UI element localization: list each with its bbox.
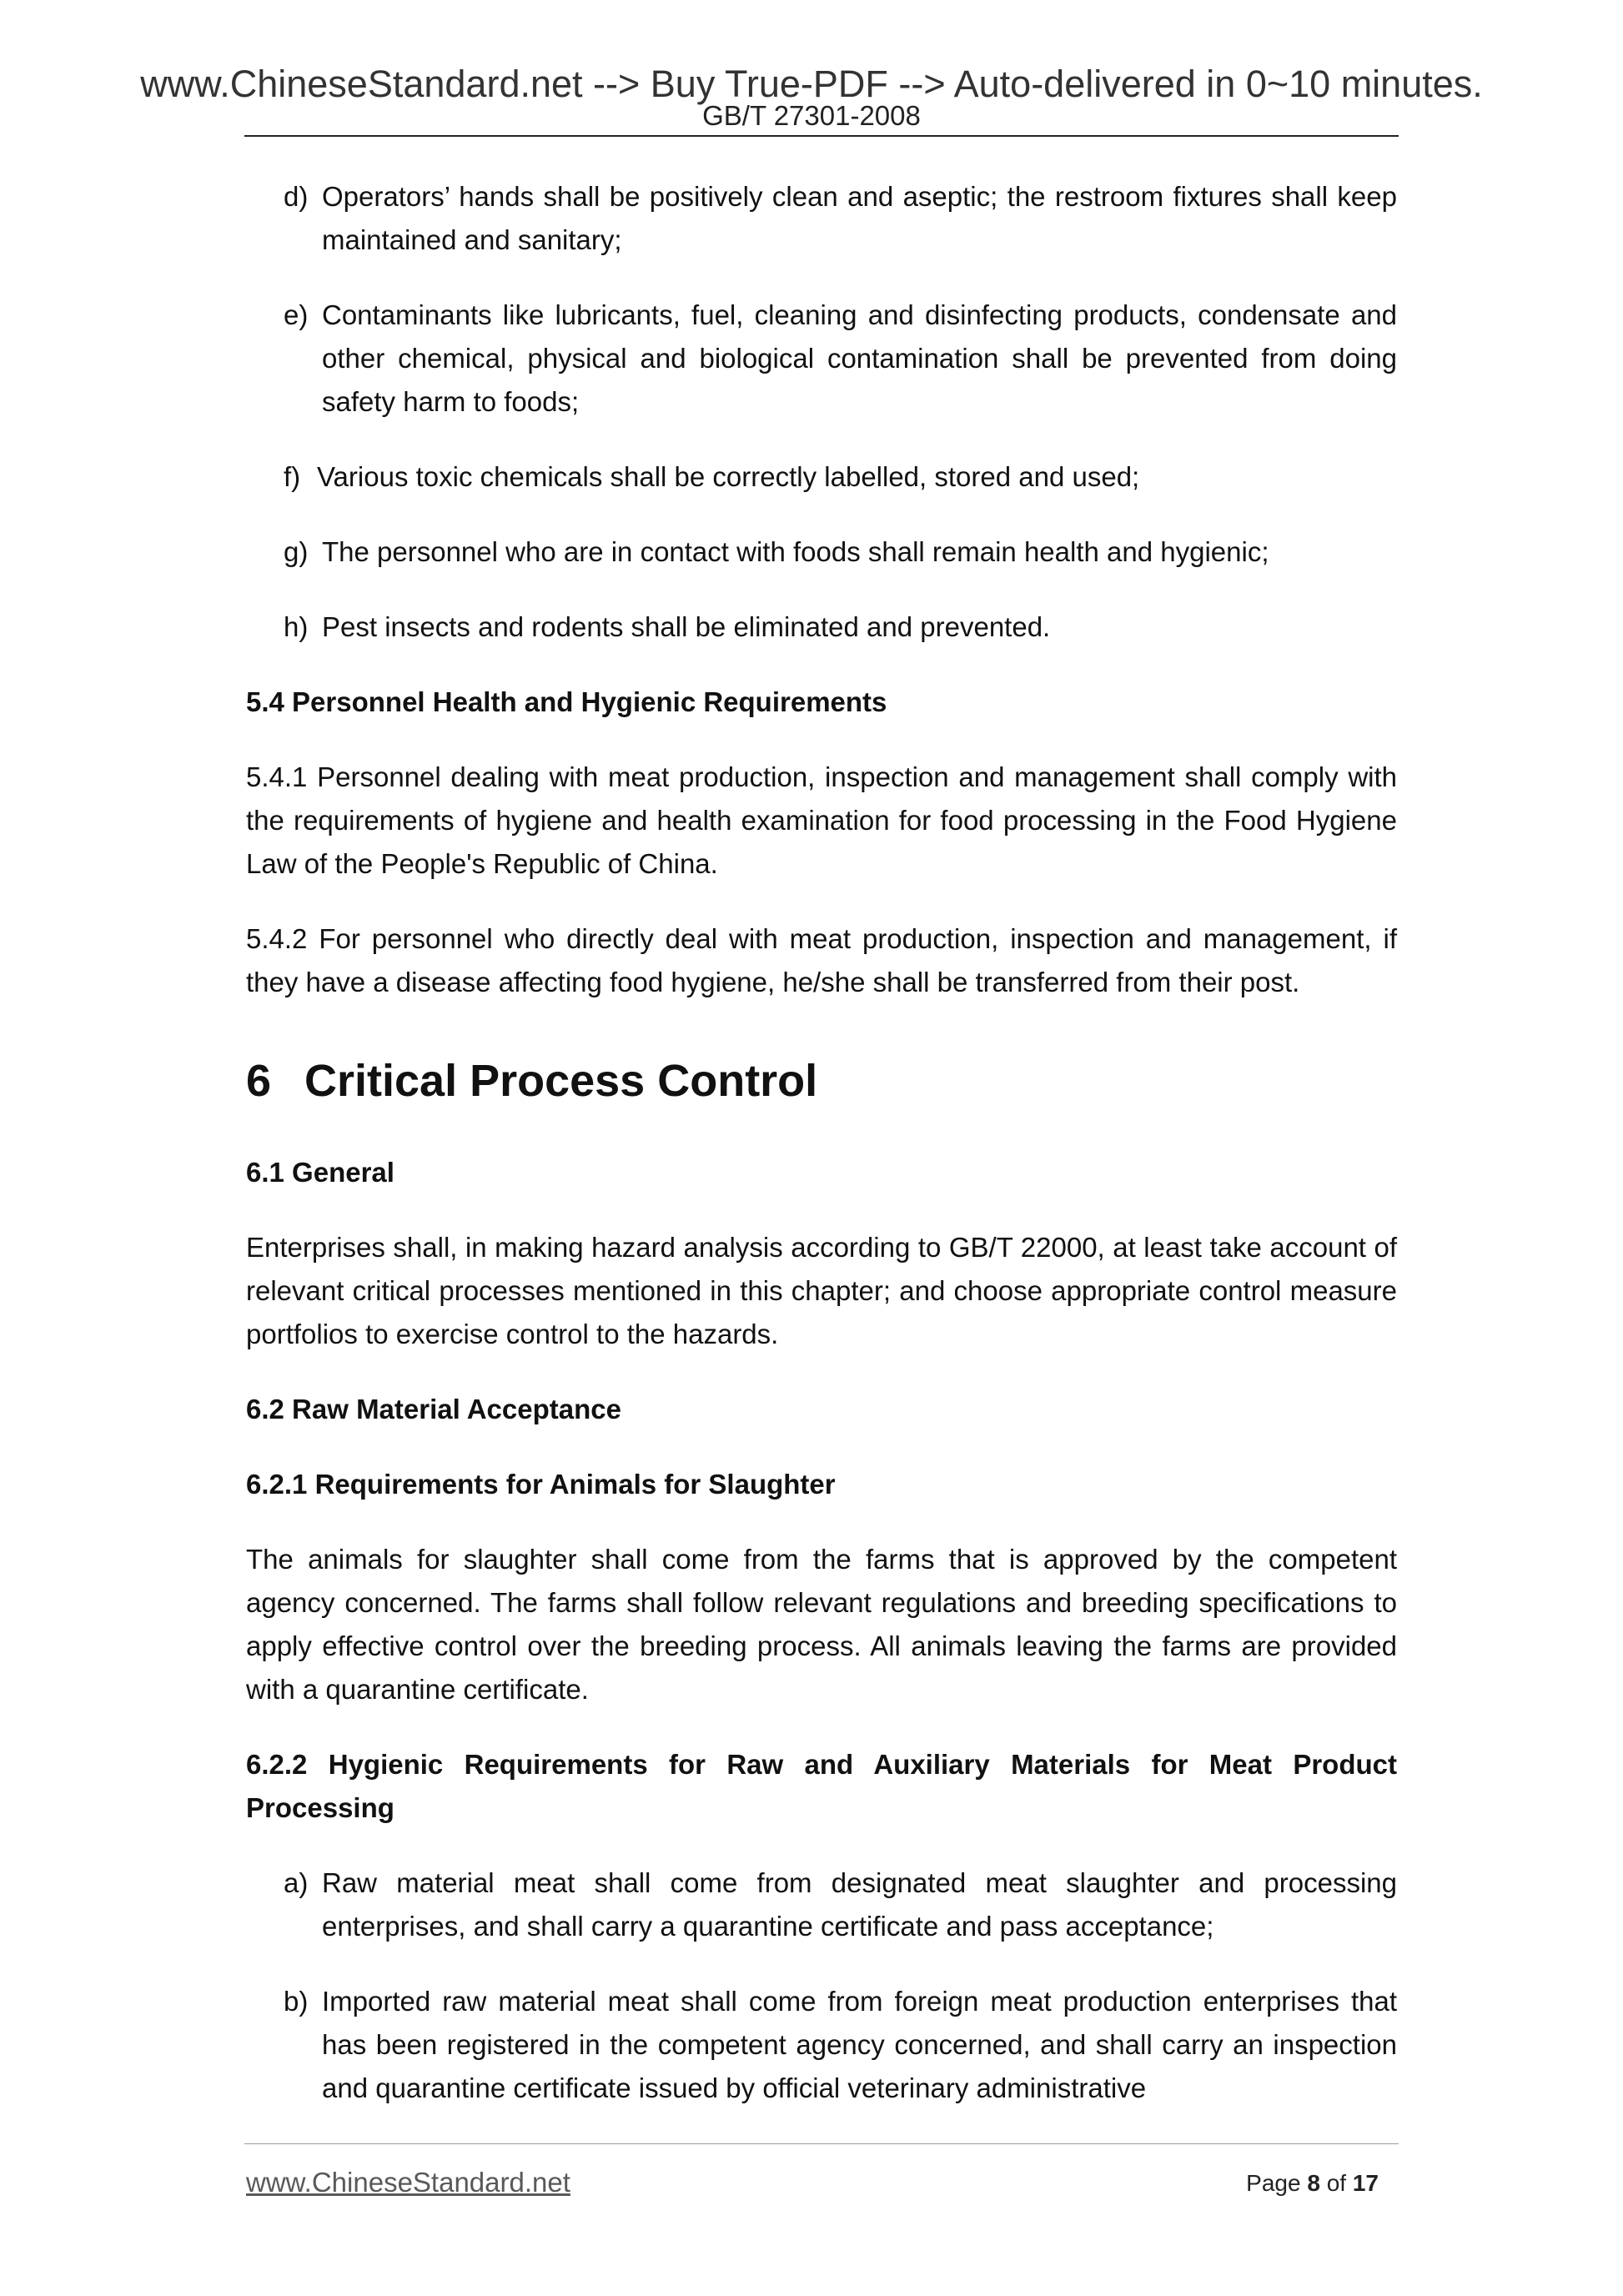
- footer-divider: [244, 2143, 1399, 2144]
- page-current: 8: [1307, 2170, 1320, 2196]
- page-content: [246, 175, 1397, 2142]
- subsection-heading-6-2-2: 6.2.2 Hygienic Requirements for Raw and Auxiliary Materials for Meat Product Processing: [246, 1749, 1397, 1823]
- list-marker: d): [284, 181, 309, 212]
- subsection-heading-6-2-1: 6.2.1 Requirements for Animals for Slaughter: [246, 1469, 836, 1500]
- list-item: [284, 1980, 1397, 2110]
- clause-5-4-1: 5.4.1 Personnel dealing with meat production, inspection and management shall comply with the requirements of hygiene and health examination for food processing in the Food Hygiene Law of the People's Republic of China.: [246, 761, 1397, 879]
- list-item: [284, 530, 1397, 574]
- list-marker: g): [284, 536, 309, 567]
- header-divider: [244, 135, 1399, 137]
- chapter-number: 6: [246, 1056, 272, 1106]
- site-banner[interactable]: www.ChineseStandard.net --> Buy True-PDF --> Auto-delivered in 0~10 minutes.: [140, 63, 1483, 105]
- list-text: The personnel who are in contact with foods shall remain health and hygienic;: [322, 536, 1269, 567]
- list-marker: f): [284, 461, 301, 492]
- list-marker: a): [284, 1867, 309, 1898]
- list-item: [284, 455, 1397, 499]
- list-marker: h): [284, 611, 309, 642]
- clause-5-4-2: 5.4.2 For personnel who directly deal with meat production, inspection and management, if they have a disease affecting food hygiene, he/she shall be transferred from their post.: [246, 923, 1397, 997]
- list-marker: e): [284, 299, 309, 330]
- page-of: of: [1326, 2170, 1347, 2196]
- document-number: GB/T 27301-2008: [702, 100, 921, 131]
- list-text: Various toxic chemicals shall be correctly labelled, stored and used;: [317, 461, 1140, 492]
- section-heading-6-2: 6.2 Raw Material Acceptance: [246, 1394, 621, 1424]
- section-6-1-text: Enterprises shall, in making hazard analysis according to GB/T 22000, at least take account of relevant critical processes mentioned in this chapter; and choose appropriate control measure portfolios to exercise control to the hazards.: [246, 1232, 1397, 1349]
- footer-site-link[interactable]: www.ChineseStandard.net: [246, 2167, 570, 2198]
- page-label: Page: [1246, 2170, 1301, 2196]
- page-indicator: [1246, 2172, 1379, 2195]
- section-heading-6-1: 6.1 General: [246, 1157, 394, 1188]
- page-total: 17: [1352, 2170, 1379, 2196]
- section-heading-5-4: 5.4 Personnel Health and Hygienic Requirements: [246, 686, 887, 717]
- list-text: Contaminants like lubricants, fuel, cleaning and disinfecting products, condensate and other chemical, physical and biological contamination shall be prevented from doing safety harm to foods;: [322, 299, 1397, 417]
- list-text: Imported raw material meat shall come from foreign meat production enterprises that has been registered in the competent agency concerned, and shall carry an inspection and quarantine certificate issued by official veterinary administrative: [322, 1986, 1397, 2103]
- list-text: Operators’ hands shall be positively clean and aseptic; the restroom fixtures shall keep maintained and sanitary;: [322, 181, 1397, 255]
- list-item: [284, 1861, 1397, 1948]
- subsection-6-2-1-text: The animals for slaughter shall come from the farms that is approved by the competent agency concerned. The farms shall follow relevant regulations and breeding specifications to apply effective control over the breeding process. All animals leaving the farms are provided with a quarantine certificate.: [246, 1544, 1397, 1705]
- list-text: Pest insects and rodents shall be eliminated and prevented.: [322, 611, 1051, 642]
- chapter-title: Critical Process Control: [304, 1056, 818, 1106]
- list-item: [284, 605, 1397, 649]
- list-item: [284, 294, 1397, 424]
- list-item: [284, 175, 1397, 262]
- chapter-heading-6: [246, 1054, 1397, 1108]
- list-marker: b): [284, 1986, 309, 2017]
- list-text: Raw material meat shall come from designated meat slaughter and processing enterprises, and shall carry a quarantine certificate and pass acceptance;: [322, 1867, 1397, 1942]
